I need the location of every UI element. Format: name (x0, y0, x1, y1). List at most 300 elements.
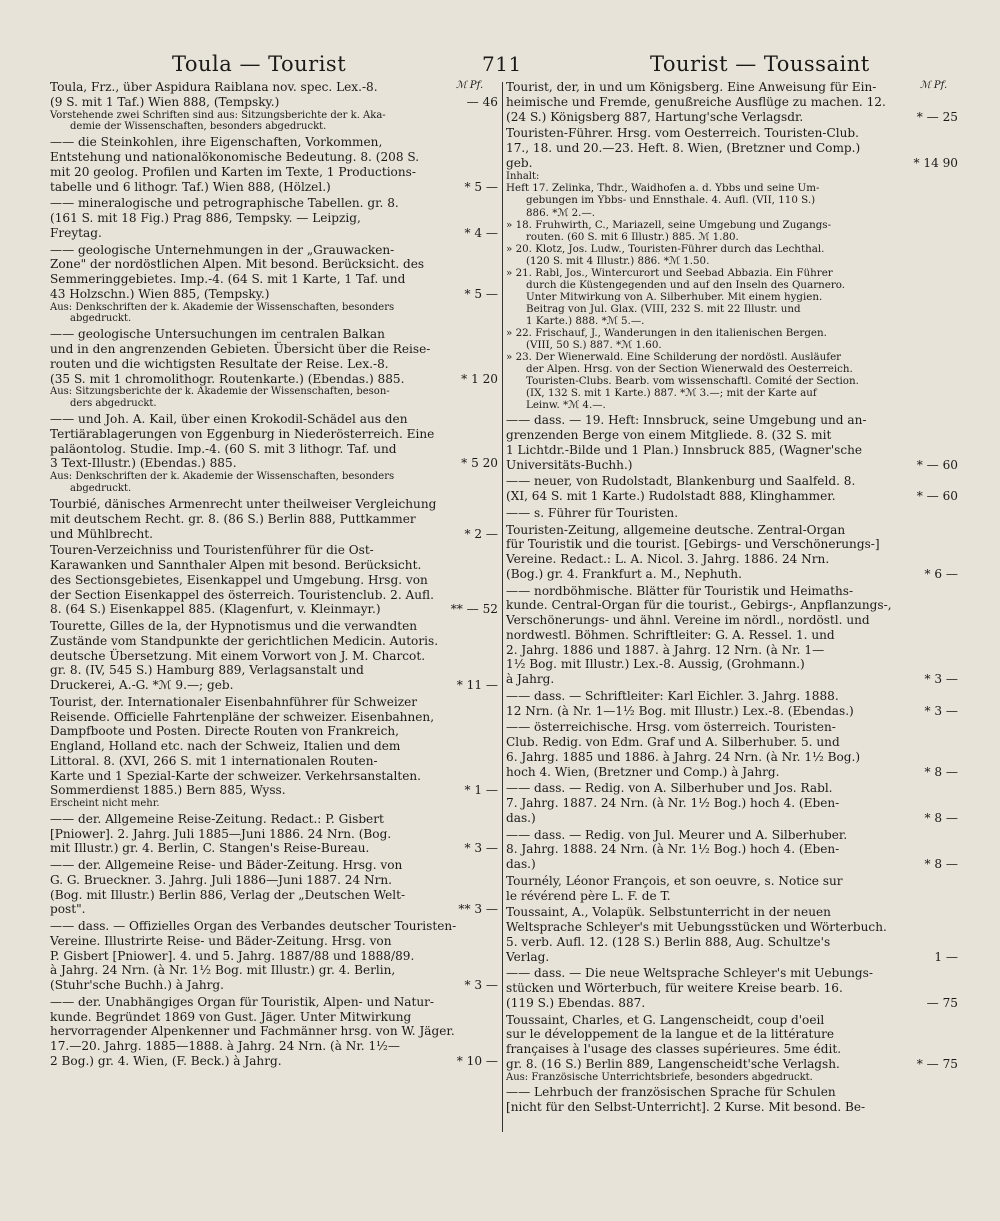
entry-text: hervorragender Alpenkenner und Fachmänner hrsg. von W. Jäger. (50, 1024, 455, 1039)
entry-line (50, 812, 498, 827)
entry-text: 8. Jahrg. 1888. 24 Nrn. (à Nr. 1½ Bog.) hoch 4. (Eben- (506, 842, 840, 857)
entry-text: 12 Nrn. (à Nr. 1—1½ Bog. mit Illustr.) Lex.-8. (Ebendas.) (506, 703, 854, 718)
entry-text: 1 Lichtdr.-Bilde und 1 Plan.) Innsbruck 885, (Wagner'sche (506, 442, 863, 457)
entry-line (506, 672, 958, 687)
entry-line (50, 649, 498, 664)
entry-text: (24 S.) Königsberg 887, Hartung'sche Verlagsdr. (506, 109, 804, 124)
entry-line (50, 243, 498, 258)
entry-line (50, 995, 498, 1010)
entry-line (506, 584, 958, 599)
entry-text: Karte und 1 Spezial-Karte der schweizer. Verkehrsanstalten. (50, 768, 422, 783)
catalog-entry (506, 828, 958, 872)
entry-text: Verlag. (506, 949, 550, 964)
entry-text: 2. Jahrg. 1886 und 1887. à Jahrg. 12 Nrn. (à Nr. 1— (506, 642, 825, 657)
entry-text: —— der. Allgemeine Reise- und Bäder-Zeitung. Hrsg. von (50, 858, 403, 873)
entry-text: 8. (64 S.) Eisenkappel 885. (Klagenfurt, v. Kleinmayr.) (50, 602, 381, 617)
entry-text: 1 Karte.) 888. *ℳ 5.—. (526, 314, 645, 327)
catalog-entry (50, 919, 498, 993)
catalog-entry (506, 584, 958, 687)
entry-text: geb. (506, 155, 533, 170)
entry-text: —— der. Allgemeine Reise-Zeitung. Redact.: P. Gisbert (50, 811, 384, 826)
running-head-right: Tourist — Toussaint (650, 52, 870, 76)
entry-line (506, 182, 958, 194)
entry-line (50, 588, 498, 603)
entry-price: * 10 — (456, 1053, 498, 1068)
catalog-entry (50, 695, 498, 798)
entry-line (506, 781, 958, 796)
entry-text: 2 Bog.) gr. 4. Wien, (F. Beck.) à Jahrg. (50, 1053, 282, 1068)
entry-text: Touren-Verzeichniss und Touristenführer für die Ost- (50, 543, 374, 558)
catalog-entry (506, 182, 958, 218)
entry-line (506, 443, 958, 458)
entry-text: (Stuhr'sche Buchh.) à Jahrg. (50, 978, 225, 993)
entry-line (506, 231, 958, 243)
entry-line (506, 1027, 958, 1042)
entry-text: Semmeringgebietes. Imp.-4. (64 S. mit 1 Karte, 1 Taf. und (50, 272, 406, 287)
entry-text: 17., 18. und 20.—23. Heft. 8. Wien, (Bretzner und Comp.) (506, 141, 861, 155)
entry-text: (Bog. mit Illustr.) Berlin 886, Verlag der „Deutschen Welt- (50, 887, 406, 902)
entry-text: P. Gisbert [Pniower]. 4. und 5. Jahrg. 1887/88 und 1888/89. (50, 948, 415, 963)
entry-line (50, 272, 498, 287)
entry-line (50, 724, 498, 739)
entry-line (506, 315, 958, 327)
entry-line (506, 796, 958, 811)
catalog-entry (506, 1085, 958, 1115)
entry-line (50, 783, 498, 798)
catalog-entry (506, 781, 958, 825)
entry-text: —— dass. — Die neue Weltsprache Schleyer's mit Uebungs- (506, 966, 873, 981)
entry-line (506, 657, 958, 672)
left-column (50, 80, 498, 1069)
entry-line (50, 695, 498, 710)
entry-line (506, 920, 958, 935)
entry-line (50, 427, 498, 442)
entry-text: —— dass. — Redig. von Jul. Meurer und A. Silberhuber. (506, 827, 848, 842)
entry-text: das.) (506, 857, 536, 872)
entry-price: * 5 — (464, 286, 498, 301)
entry-text: 17.—20. Jahrg. 1885—1888. à Jahrg. 24 Nrn. (à Nr. 1½— (50, 1039, 400, 1054)
catalog-entry (506, 523, 958, 582)
entry-line (506, 720, 958, 735)
entry-text: Erscheint nicht mehr. (50, 798, 160, 809)
entry-text: Vereine. Illustrirte Reise- und Bäder-Zeitung. Hrsg. von (50, 933, 392, 948)
entry-text: Karawanken und Sannthaler Alpen mit besond. Berücksicht. (50, 558, 422, 572)
entry-line (50, 678, 498, 693)
entry-note (506, 171, 958, 183)
catalog-entry (50, 619, 498, 693)
entry-line (506, 243, 958, 255)
entry-line (506, 889, 958, 904)
entry-text: Vorstehende zwei Schriften sind aus: Sitzungsberichte der k. Aka- (50, 109, 386, 121)
entry-text: le révérend père L. F. de T. (506, 888, 671, 903)
entry-line (50, 165, 498, 180)
entry-text: françaises à l'usage des classes supérieures. 5me édit. (506, 1042, 842, 1057)
entry-line (50, 858, 498, 873)
entry-price: ** — 52 (450, 602, 498, 617)
entry-text: [nicht für den Selbst-Unterricht]. 2 Kurse. Mit besond. Be- (506, 1100, 866, 1115)
entry-text: gr. 8. (16 S.) Berlin 889, Langenscheidt'sche Verlagsh. (506, 1056, 840, 1071)
entry-text: Leinw. *ℳ 4.—. (526, 399, 606, 412)
entry-text: 6. Jahrg. 1885 und 1886. à Jahrg. 24 Nrn. (à Nr. 1½ Bog.) (506, 749, 861, 764)
entry-line (506, 413, 958, 428)
entry-text: (161 S. mit 18 Fig.) Prag 886, Tempsky. — Leipzig, (50, 211, 361, 226)
entry-price: * 8 — (924, 810, 958, 825)
entry-text: England, Holland etc. nach der Schweiz, Italien und dem (50, 739, 401, 753)
catalog-entry (506, 80, 958, 124)
entry-line (506, 950, 958, 965)
entry-text: ders abgedruckt. (70, 398, 157, 410)
entry-line (50, 663, 498, 678)
entry-line (506, 194, 958, 206)
entry-text: deutsche Übersetzung. Mit einem Vorwort von J. M. Charcot. (50, 648, 426, 663)
catalog-entry (506, 267, 958, 327)
entry-note (50, 471, 498, 495)
entry-price: * 3 — (464, 841, 498, 856)
entry-line (506, 489, 958, 504)
entry-price: — 46 (466, 94, 498, 109)
entry-line (50, 412, 498, 427)
entry-text: —— geologische Untersuchungen im centralen Balkan (50, 327, 385, 342)
entry-price: * 1 — (464, 783, 498, 798)
entry-note (50, 302, 498, 326)
entry-line (50, 602, 498, 617)
entry-price: * 5 20 (461, 456, 498, 471)
entry-text: (35 S. mit 1 chromolithogr. Routenkarte.) (Ebendas.) 885. (50, 371, 405, 386)
entry-text: G. G. Brueckner. 3. Jahrg. Juli 1886—Juni 1887. 24 Nrn. (50, 872, 393, 887)
entry-line (50, 1010, 498, 1025)
entry-text: 3 Text-Illustr.) (Ebendas.) 885. (50, 456, 237, 471)
entry-text: —— geologische Unternehmungen in der „Grauwacken- (50, 242, 395, 257)
entry-line (506, 689, 958, 704)
entry-line (506, 905, 958, 920)
catalog-entry (50, 858, 498, 917)
catalog-entry (506, 506, 958, 521)
entry-line (50, 372, 498, 387)
entry-text: stücken und Wörterbuch, für weitere Kreise bearb. 16. (506, 981, 843, 996)
entry-text: Club. Redig. von Edm. Graf und A. Silberhuber. 5. und (506, 735, 840, 750)
entry-text: heimische und Fremde, genußreiche Ausflüge zu machen. 12. (506, 94, 886, 109)
catalog-entry (506, 219, 958, 243)
entry-text: Tourist, der. Internationaler Eisenbahnführer für Schweizer (50, 694, 418, 709)
entry-text: Reisende. Officielle Fahrtenpläne der schweizer. Eisenbahnen, (50, 709, 435, 724)
entry-text: (IX, 132 S. mit 1 Karte.) 887. *ℳ 3.—; mit der Karte auf (526, 387, 817, 400)
entry-line (506, 387, 958, 399)
entry-text: Inhalt: (506, 170, 540, 182)
catalog-entry (50, 412, 498, 471)
entry-text: Touristen-Zeitung, allgemeine deutsche. Zentral-Organ (506, 522, 846, 537)
entry-text: Dampfboote und Posten. Directe Routen von Frankreich, (50, 724, 399, 739)
entry-text: und Mühlbrecht. (50, 526, 153, 541)
entry-line (506, 95, 958, 110)
entry-line (50, 327, 498, 342)
entry-text: für Touristik und die tourist. [Gebirgs- und Verschönerungs-] (506, 537, 880, 552)
entry-line (506, 110, 958, 125)
entry-line (50, 456, 498, 471)
entry-text: —— mineralogische und petrographische Tabellen. gr. 8. (50, 196, 399, 211)
entry-text: Littoral. 8. (XVI, 266 S. mit 1 internationalen Routen- (50, 753, 378, 768)
entry-text: Beitrag von Jul. Glax. (VIII, 232 S. mit 22 Illustr. und (526, 302, 801, 315)
entry-line (50, 121, 498, 133)
entry-line (506, 291, 958, 303)
entry-text: 1½ Bog. mit Illustr.) Lex.-8. Aussig, (Grohmann.) (506, 657, 805, 672)
entry-line (506, 828, 958, 843)
entry-text: Tourbié, dänisches Armenrecht unter theilweiser Vergleichung (50, 497, 437, 511)
entry-text: Zone" der nordöstlichen Alpen. Mit besond. Berücksicht. des (50, 257, 425, 272)
entry-text: (9 S. mit 1 Taf.) Wien 888, (Tempsky.) (50, 94, 280, 109)
entry-text: [Pniower]. 2. Jahrg. Juli 1885—Juni 1886. 24 Nrn. (Bog. (50, 826, 392, 841)
entry-line (506, 156, 958, 171)
entry-text: —— dass. — Schriftleiter: Karl Eichler. 3. Jahrg. 1888. (506, 688, 839, 703)
catalog-entry (506, 351, 958, 411)
entry-text: mit deutschem Recht. gr. 8. (86 S.) Berlin 888, Puttkammer (50, 511, 416, 526)
entry-line (506, 765, 958, 780)
catalog-entry (506, 243, 958, 267)
entry-line (506, 141, 958, 156)
entry-line (50, 934, 498, 949)
entry-line (506, 1013, 958, 1028)
entry-price: * 6 — (924, 566, 958, 581)
entry-line (506, 643, 958, 658)
entry-line (506, 567, 958, 582)
entry-text: Verschönerungs- und ähnl. Vereine im nördl., nordöstl. und (506, 613, 870, 628)
entry-line (50, 257, 498, 272)
catalog-entry (506, 413, 958, 472)
entry-line (50, 798, 498, 810)
currency-label-right: ℳ Pf. (920, 80, 948, 91)
entry-text: 7. Jahrg. 1887. 24 Nrn. (à Nr. 1½ Bog.) hoch 4. (Eben- (506, 796, 840, 811)
entry-line (50, 888, 498, 903)
entry-price: * 3 — (924, 672, 958, 687)
entry-text: der Section Eisenkappel des österreich. Touristenclub. 2. Aufl. (50, 587, 434, 602)
entry-text: Sommerdienst 1885.) Bern 885, Wyss. (50, 783, 286, 798)
entry-line (50, 95, 498, 110)
entry-line (506, 523, 958, 538)
entry-price: * 3 — (464, 978, 498, 993)
entry-price: * 1 20 (461, 371, 498, 386)
entry-line (506, 171, 958, 183)
entry-text: —— österreichische. Hrsg. vom österreich. Touristen- (506, 720, 836, 735)
entry-line (50, 196, 498, 211)
entry-line (50, 619, 498, 634)
running-head-left: Toula — Tourist (172, 52, 347, 76)
entry-line (50, 471, 498, 483)
entry-text: » 20. Klotz, Jos. Ludw., Touristen-Führer durch das Lechthal. (506, 242, 825, 255)
catalog-entry (506, 966, 958, 1010)
entry-note (506, 1072, 958, 1084)
entry-text: —— Lehrbuch der französischen Sprache für Schulen (506, 1085, 836, 1100)
entry-text: (VIII, 50 S.) 887. *ℳ 1.60. (526, 339, 662, 352)
catalog-entry (50, 497, 498, 541)
entry-text: demie der Wissenschaften, besonders abgedruckt. (70, 121, 327, 133)
entry-line (506, 552, 958, 567)
entry-line (50, 963, 498, 978)
entry-line (50, 211, 498, 226)
entry-line (506, 363, 958, 375)
entry-text: kunde. Begründet 1869 von Gust. Jäger. Unter Mitwirkung (50, 1009, 412, 1024)
entry-line (506, 399, 958, 411)
entry-text: Vereine. Redact.: L. A. Nicol. 3. Jahrg. 1886. 24 Nrn. (506, 552, 830, 567)
entry-text: —— und Joh. A. Kail, über einen Krokodil-Schädel aus den (50, 412, 408, 427)
entry-line (506, 996, 958, 1011)
entry-line (50, 1054, 498, 1069)
entry-line (506, 339, 958, 351)
entry-text: durch die Küstengegenden und auf den Inseln des Quarnero. (526, 278, 846, 291)
entry-price: * 5 — (464, 179, 498, 194)
entry-line (50, 512, 498, 527)
entry-line (50, 313, 498, 325)
entry-note (50, 798, 498, 810)
entry-line (50, 527, 498, 542)
entry-text: Freytag. (50, 225, 102, 240)
entry-price: ** 3 — (458, 902, 498, 917)
entry-line (50, 754, 498, 769)
entry-text: » 18. Fruhwirth, C., Mariazell, seine Umgebung und Zugangs- (506, 218, 832, 231)
entry-line (50, 357, 498, 372)
entry-text: routen. (60 S. mit 6 Illustr.) 885. ℳ 1.80. (526, 230, 739, 243)
entry-note (50, 386, 498, 410)
entry-text: post". (50, 902, 86, 917)
entry-line (506, 1072, 958, 1084)
entry-text: Tertiärablagerungen von Eggenburg in Niederösterreich. Eine (50, 426, 435, 441)
entry-text: (119 S.) Ebendas. 887. (506, 995, 646, 1010)
entry-text: gr. 8. (IV, 545 S.) Hamburg 889, Verlagsanstalt und (50, 663, 364, 678)
entry-line (50, 226, 498, 241)
entry-text: 886. *ℳ 2.—. (526, 206, 596, 219)
entry-text: (XI, 64 S. mit 1 Karte.) Rudolstadt 888, Klinghammer. (506, 489, 836, 504)
entry-line (506, 1042, 958, 1057)
entry-price: * 2 — (464, 526, 498, 541)
entry-line (506, 207, 958, 219)
entry-line (50, 573, 498, 588)
entry-line (506, 874, 958, 889)
entry-price: — 75 (926, 995, 958, 1010)
entry-line (50, 739, 498, 754)
entry-line (50, 873, 498, 888)
entry-line (506, 1085, 958, 1100)
entry-text: 43 Holzschn.) Wien 885, (Tempsky.) (50, 286, 270, 301)
entry-line (506, 935, 958, 950)
entry-text: nordwestl. Böhmen. Schriftleiter: G. A. Ressel. 1. und (506, 627, 835, 642)
entry-text: —— die Steinkohlen, ihre Eigenschaften, Vorkommen, (50, 135, 383, 150)
entry-text: der Alpen. Hrsg. von der Section Wienerwald des Oesterreich. (526, 363, 853, 376)
catalog-entry (506, 1013, 958, 1072)
entry-text: grenzenden Berge von einem Mitgliede. 8. (32 S. mit (506, 428, 832, 443)
entry-price: * 8 — (924, 764, 958, 779)
entry-text: tabelle und 6 lithogr. Taf.) Wien 888, (Hölzel.) (50, 179, 331, 194)
entry-text: 5. verb. Aufl. 12. (128 S.) Berlin 888, Aug. Schultze's (506, 934, 831, 949)
catalog-entry (50, 135, 498, 194)
catalog-entry (50, 543, 498, 617)
entry-text: —— neuer, von Rudolstadt, Blankenburg und Saalfeld. 8. (506, 474, 856, 489)
entry-price: * 14 90 (913, 155, 958, 170)
entry-price: * — 75 (916, 1056, 958, 1071)
entry-price: * — 60 (916, 489, 958, 504)
entry-text: gebungen im Ybbs- und Ennsthale. 4. Aufl. (VII, 110 S.) (526, 194, 816, 207)
entry-text: hoch 4. Wien, (Bretzner und Comp.) à Jahrg. (506, 764, 780, 779)
entry-text: routen und die wichtigsten Resultate der Reise. Lex.-8. (50, 356, 389, 371)
entry-text: (Bog.) gr. 4. Frankfurt a. M., Nephuth. (506, 566, 742, 581)
entry-text: —— der. Unabhängiges Organ für Touristik, Alpen- und Natur- (50, 994, 435, 1009)
entry-text: (120 S. mit 4 Illustr.) 886. *ℳ 1.50. (526, 254, 710, 267)
entry-text: und in den angrenzenden Gebieten. Übersicht über die Reise- (50, 342, 431, 357)
entry-line (50, 386, 498, 398)
entry-line (50, 342, 498, 357)
catalog-entry (506, 126, 958, 170)
entry-line (506, 375, 958, 387)
entry-line (50, 841, 498, 856)
entry-line (50, 902, 498, 917)
entry-text: des Sectionsgebietes, Eisenkappel und Umgebung. Hrsg. von (50, 572, 428, 587)
entry-text: Weltsprache Schleyer's mit Uebungsstücken und Wörterbuch. (506, 920, 887, 935)
catalog-entry (506, 474, 958, 504)
entry-line (506, 1100, 958, 1115)
entry-line (50, 919, 498, 934)
entry-line (50, 135, 498, 150)
entry-text: abgedruckt. (70, 313, 132, 325)
catalog-entry (50, 80, 498, 110)
entry-line (50, 1039, 498, 1054)
entry-line (50, 287, 498, 302)
entry-line (506, 704, 958, 719)
catalog-entry (50, 196, 498, 240)
catalog-entry (50, 995, 498, 1069)
entry-text: Tourist, der, in und um Königsberg. Eine Anweisung für Ein- (506, 80, 877, 94)
entry-text: Zustände vom Standpunkte der gerichtlichen Medicin. Autoris. (50, 633, 439, 648)
entry-text: » 21. Rabl, Jos., Wintercurort und Seebad Abbazia. Ein Führer (506, 266, 833, 279)
entry-text: Toussaint, Charles, et G. Langenscheidt, coup d'oeil (506, 1012, 825, 1027)
page-number: 711 (482, 52, 522, 76)
entry-text: » 22. Frischauf, J., Wanderungen in den italienischen Bergen. (506, 326, 827, 339)
entry-line (506, 981, 958, 996)
catalog-entry (506, 720, 958, 779)
entry-text: Tourette, Gilles de la, der Hypnotismus und die verwandten (50, 619, 418, 633)
entry-line (50, 497, 498, 512)
entry-line (506, 506, 958, 521)
catalog-entry (506, 905, 958, 964)
entry-text: —— dass. — Redig. von A. Silberhuber und Jos. Rabl. (506, 781, 833, 796)
entry-line (506, 255, 958, 267)
entry-text: Toussaint, A., Volapük. Selbstunterricht in der neuen (506, 905, 831, 920)
entry-price: * — 60 (916, 457, 958, 472)
entry-text: Unter Mitwirkung von A. Silberhuber. Mit einem hygien. (526, 290, 823, 303)
entry-line (506, 750, 958, 765)
entry-line (506, 966, 958, 981)
entry-text: das.) (506, 810, 536, 825)
entry-line (50, 302, 498, 314)
entry-note (50, 110, 498, 134)
entry-price: * 3 — (924, 703, 958, 718)
catalog-entry (506, 874, 958, 904)
entry-line (50, 150, 498, 165)
entry-line (506, 842, 958, 857)
entry-text: paläontolog. Studie. Imp.-4. (60 S. mit 3 lithogr. Taf. und (50, 441, 397, 456)
catalog-entry (50, 243, 498, 302)
entry-line (506, 474, 958, 489)
entry-line (506, 351, 958, 363)
entry-price: * 4 — (464, 225, 498, 240)
catalog-entry (50, 812, 498, 856)
entry-text: sur le développement de la langue et de la littérature (506, 1027, 835, 1042)
entry-line (50, 558, 498, 573)
entry-line (50, 483, 498, 495)
entry-line (506, 857, 958, 872)
entry-price: 1 — (934, 949, 958, 964)
entry-line (506, 279, 958, 291)
entry-line (506, 327, 958, 339)
entry-text: mit Illustr.) gr. 4. Berlin, C. Stangen's Reise-Bureau. (50, 841, 370, 856)
entry-text: Tournély, Léonor François, et son oeuvre, s. Notice sur (506, 873, 843, 888)
entry-text: Aus: Denkschriften der k. Akademie der Wissenschaften, besonders (50, 471, 395, 483)
